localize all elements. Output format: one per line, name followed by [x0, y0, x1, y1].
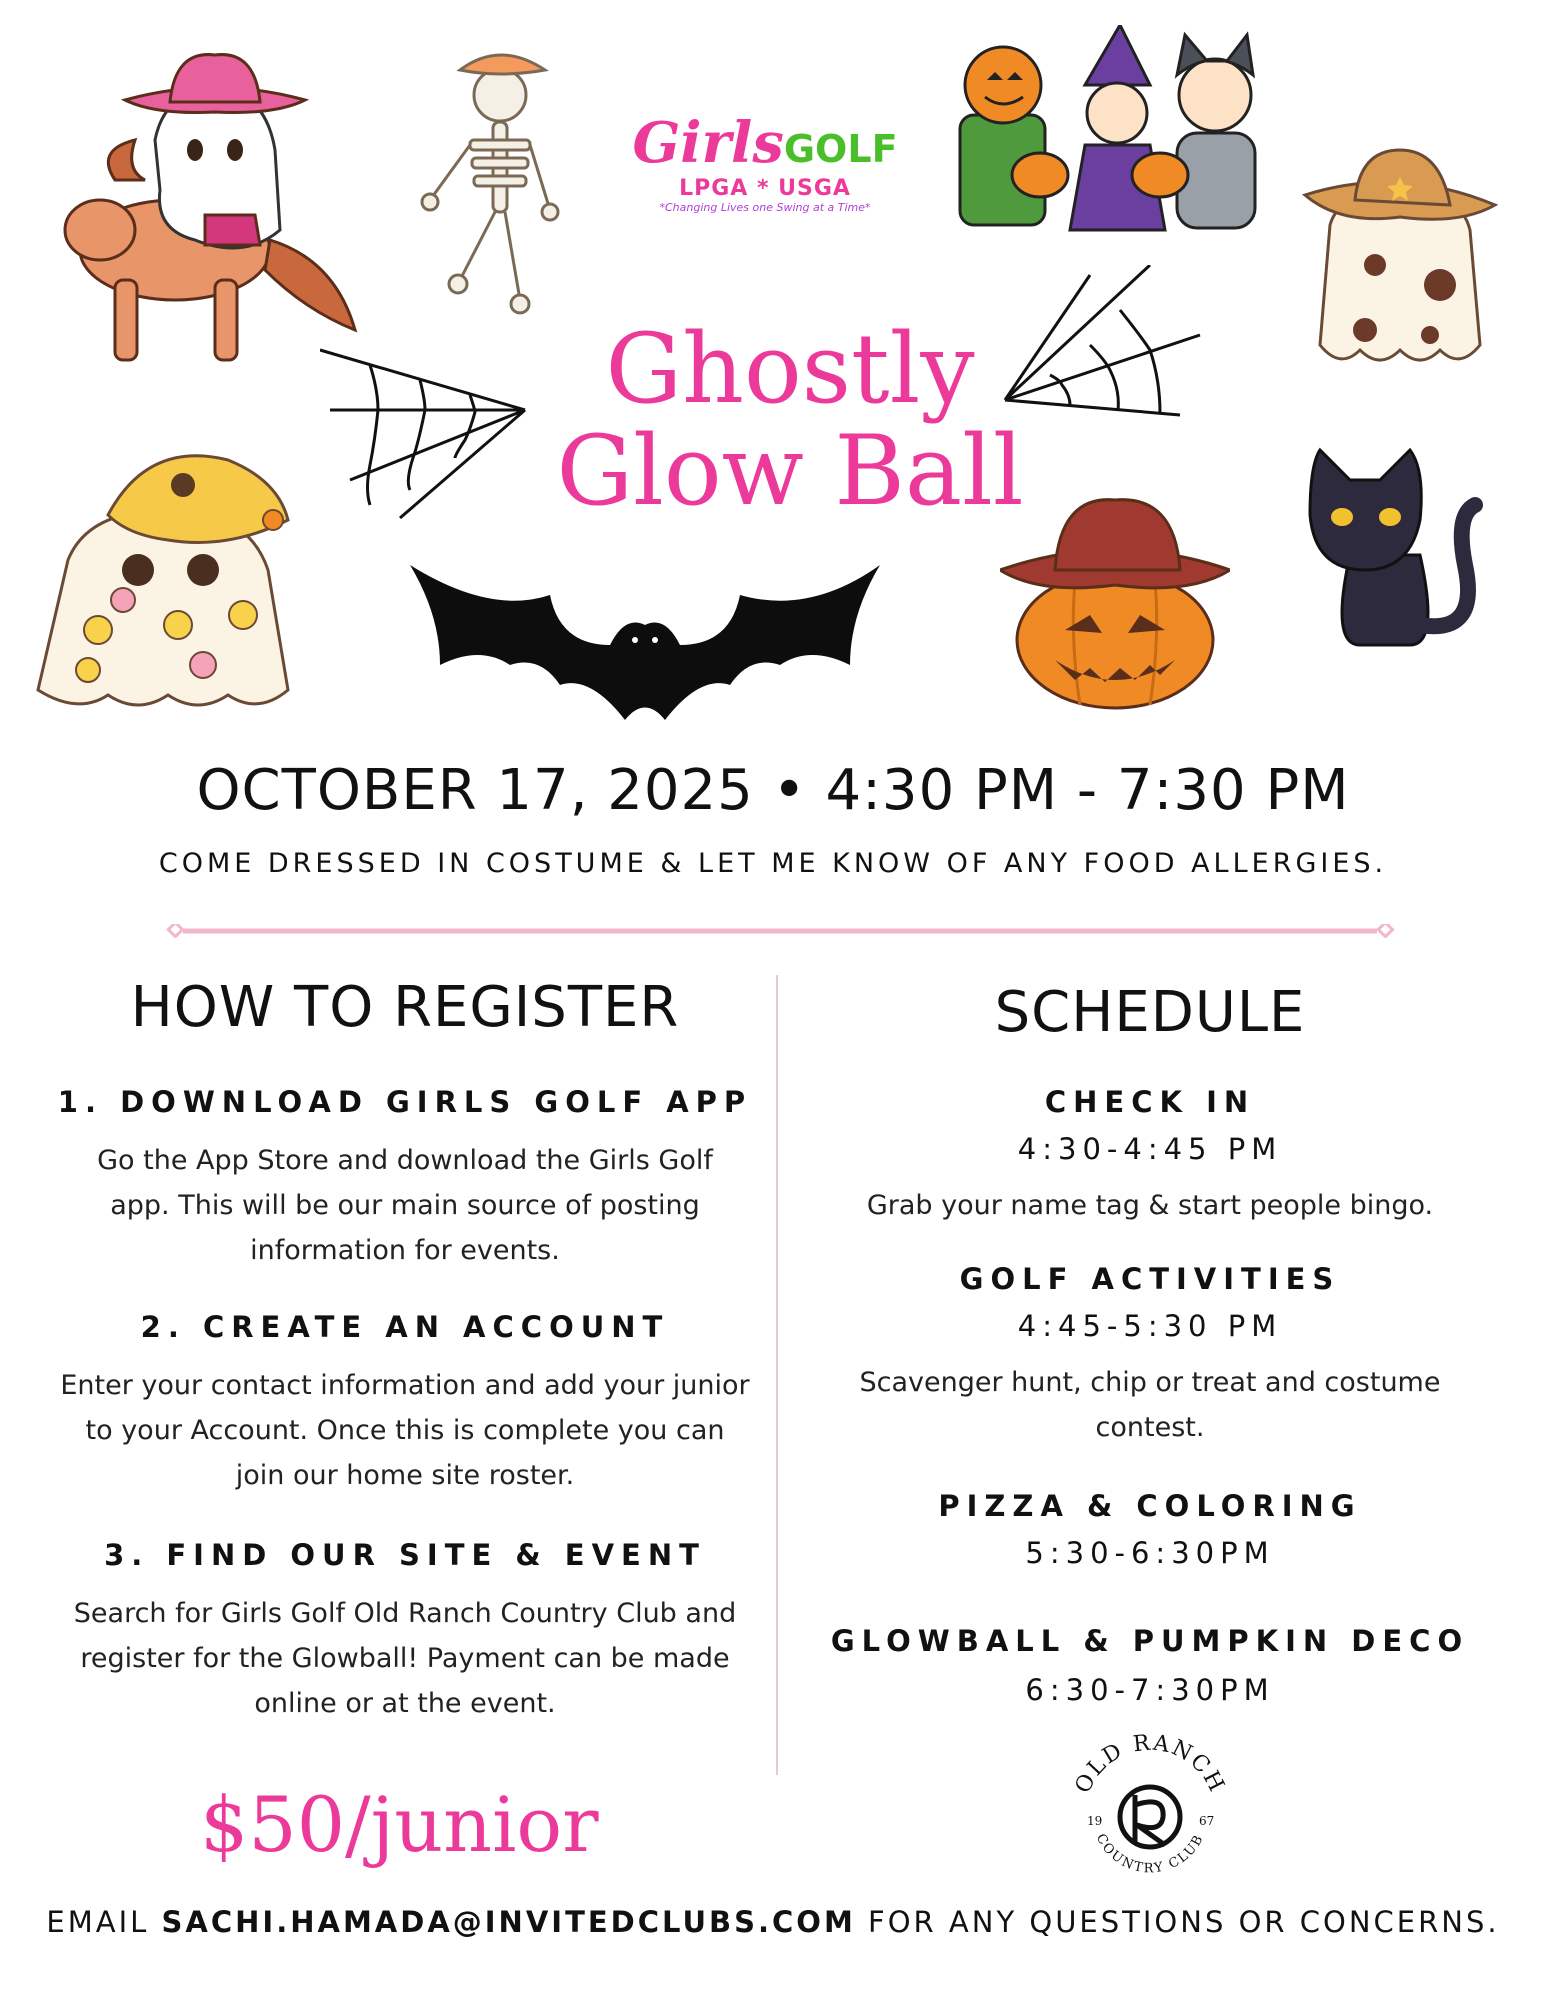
- event-title-line1: Ghostly: [605, 313, 975, 425]
- schedule-item-time: 5:30-6:30PM: [1025, 1536, 1275, 1570]
- schedule-item-desc: Scavenger hunt, chip or treat and costume contest.: [859, 1367, 1441, 1443]
- event-date-time: OCTOBER 17, 2025 • 4:30 PM - 7:30 PM: [196, 758, 1350, 823]
- witch-hat-flower-ghost-illustration: [28, 440, 298, 720]
- schedule-item-title: PIZZA & COLORING: [938, 1489, 1362, 1523]
- cowboy-spotted-ghost-illustration: [1290, 135, 1510, 375]
- email-suffix: FOR ANY QUESTIONS OR CONCERNS.: [855, 1905, 1500, 1939]
- black-cat-illustration: [1290, 445, 1490, 650]
- schedule-item-time: 4:45-5:30 PM: [1017, 1309, 1283, 1343]
- cowboy-pumpkin-illustration: [1000, 490, 1230, 710]
- schedule-item-title: GLOWBALL & PUMPKIN DECO: [830, 1624, 1470, 1658]
- schedule-item-title: CHECK IN: [1044, 1085, 1256, 1119]
- how-to-register-heading: HOW TO REGISTER: [130, 975, 680, 1040]
- skeleton-illustration: [400, 30, 570, 320]
- girls-golf-logo: [630, 110, 900, 214]
- schedule-item-desc: Grab your name tag & start people bingo.: [866, 1190, 1434, 1221]
- step-2-text: Enter your contact information and add your junior to your Account. Once this is complete you can join our home site roster.: [60, 1370, 750, 1491]
- ghost-on-horse-illustration: [55, 30, 375, 380]
- schedule-heading: SCHEDULE: [994, 980, 1306, 1045]
- step-1-text: Go the App Store and download the Girls Golf app. This will be our main source of posting information for events.: [97, 1145, 713, 1266]
- club-logo-year-left: 19: [1087, 1814, 1103, 1828]
- step-3-text: Search for Girls Golf Old Ranch Country Club and register for the Glowball! Payment can be made online or at the event.: [73, 1598, 737, 1719]
- step-2-title: 2. CREATE AN ACCOUNT: [140, 1310, 670, 1344]
- event-title-line2: Glow Ball: [556, 415, 1024, 527]
- club-logo-year-right: 67: [1199, 1814, 1215, 1828]
- schedule-item-time: 6:30-7:30PM: [1025, 1673, 1275, 1707]
- email-prefix: EMAIL: [46, 1905, 162, 1939]
- logo-girls-text: Girls: [632, 110, 784, 176]
- svg-text:COUNTRY CLUB: [1093, 1831, 1208, 1876]
- step-1-title: 1. DOWNLOAD GIRLS GOLF APP: [57, 1085, 753, 1119]
- club-logo-top-text: OLD RANCH: [1070, 1730, 1230, 1798]
- price-per-junior: $50/junior: [200, 1780, 599, 1869]
- column-divider: [776, 975, 778, 1775]
- bat-illustration: [410, 555, 880, 725]
- logo-golf-text: GOLF: [783, 127, 898, 171]
- old-ranch-country-club-logo: [1065, 1725, 1235, 1895]
- costume-note: COME DRESSED IN COSTUME & LET ME KNOW OF ANY FOOD ALLERGIES.: [158, 848, 1388, 879]
- logo-tagline-text: *Changing Lives one Swing at a Time*: [659, 201, 871, 214]
- contact-email-link[interactable]: SACHI.HAMADA@INVITEDCLUBS.COM: [161, 1905, 856, 1939]
- schedule-item-time: 4:30-4:45 PM: [1017, 1132, 1283, 1166]
- pink-divider: [165, 924, 1395, 938]
- step-3-title: 3. FIND OUR SITE & EVENT: [104, 1538, 706, 1572]
- schedule-item-title: GOLF ACTIVITIES: [959, 1262, 1341, 1296]
- trick-or-treat-kids-illustration: [945, 25, 1275, 245]
- club-logo-bottom-text: COUNTRY CLUB: [1092, 1831, 1208, 1877]
- logo-partners-text: LPGA * USGA: [679, 176, 851, 201]
- contact-email-line: [0, 1905, 1546, 1939]
